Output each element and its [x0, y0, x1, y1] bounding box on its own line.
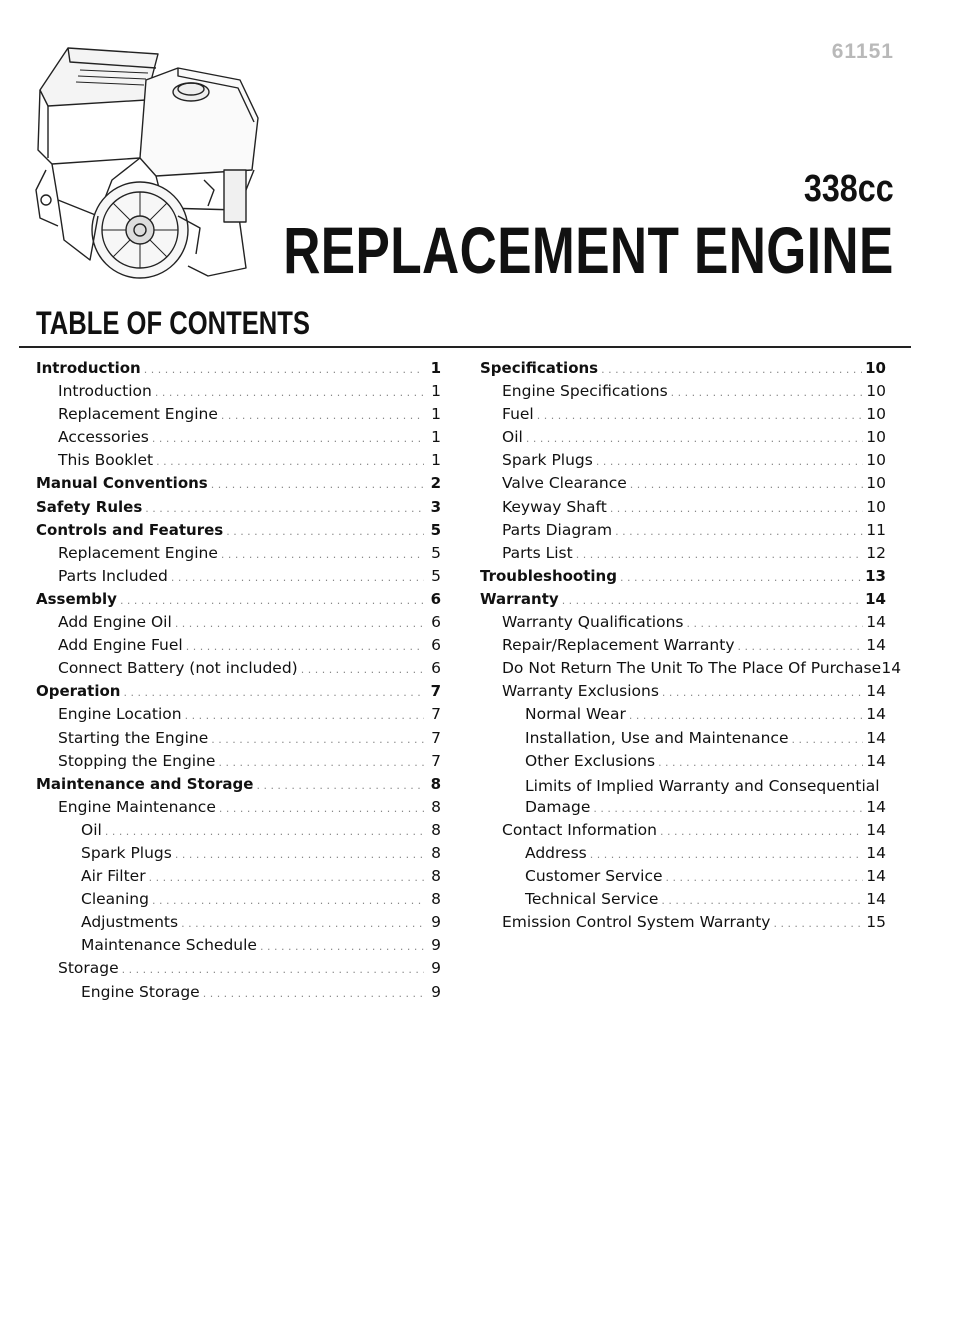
toc-leader-dots — [218, 756, 424, 769]
toc-leader-dots — [738, 640, 864, 653]
toc-leader-dots — [601, 363, 862, 376]
toc-entry-oil[interactable] — [36, 821, 441, 844]
toc-right-column — [480, 359, 902, 936]
toc-entry-title: Parts Included — [58, 566, 168, 585]
toc-entry-storage[interactable] — [36, 959, 441, 982]
toc-entry-page: 1 — [431, 451, 441, 470]
toc-entry-cleaning[interactable] — [36, 890, 441, 913]
toc-entry-page: 1 — [431, 405, 441, 424]
toc-entry-title: Oil — [502, 428, 523, 447]
toc-entry-keyway-shaft[interactable] — [480, 498, 886, 521]
toc-leader-dots — [175, 848, 424, 861]
toc-entry-page: 9 — [431, 982, 441, 1001]
toc-entry-page: 1 — [430, 359, 441, 377]
toc-entry-title: Parts Diagram — [502, 520, 613, 539]
toc-entry-title: Cleaning — [81, 890, 149, 909]
toc-entry-title: Starting the Engine — [58, 728, 209, 747]
toc-entry-title: Engine Specifications — [502, 382, 668, 401]
toc-entry-do-not-return-the-unit-to-the-place-of-purchase[interactable] — [480, 659, 902, 682]
toc-leader-dots — [226, 525, 424, 538]
toc-leader-dots — [537, 409, 863, 422]
engine-illustration — [28, 40, 268, 282]
toc-leader-dots — [144, 363, 424, 376]
toc-leader-dots — [661, 894, 863, 907]
toc-entry-page: 10 — [866, 451, 886, 470]
toc-entry-title: Maintenance and Storage — [36, 774, 254, 793]
toc-entry-page: 14 — [866, 820, 886, 839]
toc-leader-dots — [630, 478, 863, 491]
toc-entry-page: 11 — [866, 520, 886, 539]
toc-entry-controls-and-features[interactable] — [36, 521, 441, 544]
toc-entry-page: 8 — [431, 843, 441, 862]
toc-entry-page: 5 — [431, 543, 441, 562]
toc-leader-dots — [175, 617, 424, 630]
toc-leader-dots — [221, 548, 424, 561]
toc-entry-stopping-the-engine[interactable] — [36, 752, 441, 775]
toc-divider — [19, 346, 911, 348]
toc-leader-dots — [260, 940, 424, 953]
toc-leader-dots — [301, 663, 424, 676]
toc-entry-title: Contact Information — [502, 820, 657, 839]
toc-entry-warranty[interactable] — [480, 590, 886, 613]
toc-entry-title: Valve Clearance — [502, 474, 627, 493]
toc-entry-page: 14 — [866, 843, 886, 862]
toc-entry-technical-service[interactable] — [480, 890, 886, 913]
toc-entry-title: Connect Battery (not included) — [58, 659, 298, 678]
toc-entry-manual-conventions[interactable] — [36, 474, 441, 497]
toc-entry-other-exclusions[interactable] — [480, 752, 886, 775]
toc-entry-title: Normal Wear — [525, 705, 626, 724]
toc-leader-dots — [687, 617, 864, 630]
toc-entry-title: This Booklet — [58, 451, 154, 470]
toc-entry-page: 8 — [431, 867, 441, 886]
toc-left-column — [36, 359, 441, 1006]
toc-entry-title: Limits of Implied Warranty and Consequential — [525, 776, 880, 795]
toc-entry-page: 6 — [431, 613, 441, 632]
toc-leader-dots — [211, 733, 424, 746]
toc-entry-title: Specifications — [480, 359, 599, 377]
toc-entry-installation-use-and-maintenance[interactable] — [480, 729, 886, 752]
toc-entry-troubleshooting[interactable] — [480, 567, 886, 590]
toc-heading: TABLE OF CONTENTS — [36, 305, 310, 341]
toc-entry-spark-plugs[interactable] — [36, 844, 441, 867]
toc-entry-title: Accessories — [58, 428, 149, 447]
toc-entry-contact-information[interactable] — [480, 821, 886, 844]
toc-entry-warranty-exclusions[interactable] — [480, 682, 886, 705]
toc-leader-dots — [123, 686, 424, 699]
toc-entry-title: Warranty — [480, 589, 559, 608]
toc-entry-title: Customer Service — [525, 867, 663, 886]
toc-leader-dots — [149, 871, 424, 884]
toc-leader-dots — [181, 917, 424, 930]
toc-leader-dots — [203, 987, 424, 1000]
toc-entry-title: Parts List — [502, 543, 573, 562]
toc-entry-page: 7 — [430, 682, 441, 701]
toc-entry-parts-diagram[interactable] — [480, 521, 886, 544]
toc-entry-page: 12 — [866, 543, 886, 562]
toc-entry-page: 7 — [431, 751, 441, 770]
toc-entry-page: 10 — [866, 428, 886, 447]
toc-entry-title: Storage — [58, 959, 119, 978]
toc-entry-title: Operation — [36, 682, 121, 701]
toc-entry-title: Engine Maintenance — [58, 797, 216, 816]
toc-entry-parts-list[interactable] — [480, 544, 886, 567]
toc-entry-page: 9 — [431, 913, 441, 932]
toc-leader-dots — [615, 525, 863, 538]
toc-entry-limits-of-implied-warranty-and-consequential[interactable] — [480, 775, 886, 821]
toc-entry-page: 14 — [866, 890, 886, 909]
toc-entry-page: 10 — [866, 497, 886, 516]
toc-entry-warranty-qualifications[interactable] — [480, 613, 886, 636]
toc-entry-page: 8 — [430, 774, 441, 793]
toc-entry-page: 6 — [431, 636, 441, 655]
toc-leader-dots — [662, 686, 863, 699]
toc-leader-dots — [660, 825, 863, 838]
toc-entry-page: 8 — [431, 890, 441, 909]
toc-entry-title: Controls and Features — [36, 520, 224, 539]
toc-entry-page: 5 — [430, 520, 441, 539]
toc-entry-title: Troubleshooting — [480, 566, 617, 585]
toc-entry-oil[interactable] — [480, 428, 886, 451]
toc-leader-dots — [671, 386, 863, 399]
toc-entry-spark-plugs[interactable] — [480, 451, 886, 474]
toc-entry-title: Adjustments — [81, 913, 179, 932]
toc-entry-starting-the-engine[interactable] — [36, 729, 441, 752]
product-title: REPLACEMENT ENGINE — [283, 213, 894, 287]
toc-leader-dots — [155, 386, 424, 399]
toc-entry-accessories[interactable] — [36, 428, 441, 451]
toc-entry-page: 14 — [866, 705, 886, 724]
toc-leader-dots — [593, 802, 863, 815]
toc-entry-title: Engine Location — [58, 705, 182, 724]
toc-entry-title: Maintenance Schedule — [81, 936, 257, 955]
toc-entry-title: Add Engine Oil — [58, 613, 172, 632]
toc-entry-connect-battery-not-included[interactable] — [36, 659, 441, 682]
toc-entry-replacement-engine[interactable] — [36, 544, 441, 567]
toc-entry-title: Introduction — [58, 382, 152, 401]
toc-entry-title: Address — [525, 843, 587, 862]
toc-entry-air-filter[interactable] — [36, 867, 441, 890]
toc-entry-adjustments[interactable] — [36, 913, 441, 936]
toc-entry-page: 3 — [430, 497, 441, 516]
toc-entry-page: 14 — [866, 682, 886, 701]
toc-leader-dots — [658, 756, 863, 769]
toc-leader-dots — [105, 825, 424, 838]
toc-leader-dots — [610, 502, 863, 515]
toc-leader-dots — [666, 871, 863, 884]
toc-entry-valve-clearance[interactable] — [480, 474, 886, 497]
toc-entry-page: 14 — [866, 728, 886, 747]
toc-entry-page: 14 — [865, 589, 886, 608]
toc-entry-parts-included[interactable] — [36, 567, 441, 590]
toc-leader-dots — [156, 455, 424, 468]
toc-entry-engine-maintenance[interactable] — [36, 798, 441, 821]
toc-leader-dots — [590, 848, 863, 861]
toc-entry-add-engine-fuel[interactable] — [36, 636, 441, 659]
toc-entry-page: 1 — [431, 428, 441, 447]
toc-leader-dots — [596, 455, 863, 468]
toc-entry-engine-storage[interactable] — [36, 983, 441, 1006]
toc-entry-title: Air Filter — [81, 867, 146, 886]
toc-entry-fuel[interactable] — [480, 405, 886, 428]
toc-entry-page: 14 — [866, 751, 886, 770]
toc-entry-title: Warranty Qualifications — [502, 613, 684, 632]
toc-entry-this-booklet[interactable] — [36, 451, 441, 474]
toc-entry-engine-specifications[interactable] — [480, 382, 886, 405]
toc-leader-dots — [152, 894, 424, 907]
toc-leader-dots — [576, 548, 863, 561]
toc-leader-dots — [120, 594, 424, 607]
toc-entry-page: 14 — [866, 636, 886, 655]
toc-entry-title: Installation, Use and Maintenance — [525, 728, 789, 747]
toc-entry-page: 2 — [430, 474, 441, 493]
toc-entry-introduction[interactable] — [36, 382, 441, 405]
toc-leader-dots — [145, 502, 424, 515]
toc-leader-dots — [629, 709, 863, 722]
toc-entry-page: 13 — [865, 566, 886, 585]
toc-entry-title: Technical Service — [525, 890, 659, 909]
toc-entry-title: Repair/Replacement Warranty — [502, 636, 735, 655]
toc-leader-dots — [562, 594, 862, 607]
toc-entry-title: Emission Control System Warranty — [502, 913, 771, 932]
toc-entry-page: 8 — [431, 797, 441, 816]
toc-entry-page: 14 — [866, 797, 886, 816]
toc-leader-dots — [171, 571, 424, 584]
toc-leader-dots — [792, 733, 864, 746]
toc-entry-page: 10 — [866, 474, 886, 493]
toc-entry-title: Spark Plugs — [502, 451, 593, 470]
toc-entry-engine-location[interactable] — [36, 705, 441, 728]
toc-entry-page: 8 — [431, 820, 441, 839]
toc-leader-dots — [122, 963, 424, 976]
toc-entry-title: Fuel — [502, 405, 534, 424]
toc-entry-page: 6 — [431, 659, 441, 678]
toc-entry-customer-service[interactable] — [480, 867, 886, 890]
toc-entry-title: Manual Conventions — [36, 474, 208, 493]
toc-entry-replacement-engine[interactable] — [36, 405, 441, 428]
engine-displacement: 338cc — [804, 168, 894, 210]
toc-entry-title: Oil — [81, 820, 102, 839]
model-number: 61151 — [831, 40, 894, 63]
toc-entry-title-cont: Damage — [525, 797, 591, 816]
toc-entry-page: 14 — [866, 613, 886, 632]
toc-entry-title: Replacement Engine — [58, 543, 218, 562]
toc-entry-page: 10 — [865, 359, 886, 377]
toc-entry-page: 9 — [431, 936, 441, 955]
toc-entry-introduction[interactable] — [36, 359, 441, 382]
toc-entry-page: 15 — [866, 913, 886, 932]
toc-entry-assembly[interactable] — [36, 590, 441, 613]
toc-entry-page: 14 — [866, 867, 886, 886]
toc-entry-title: Engine Storage — [81, 982, 200, 1001]
toc-entry-title: Do Not Return The Unit To The Place Of Purchase — [502, 659, 882, 678]
toc-entry-title: Keyway Shaft — [502, 497, 607, 516]
toc-entry-page: 5 — [431, 566, 441, 585]
toc-entry-repair-replacement-warranty[interactable] — [480, 636, 886, 659]
toc-entry-maintenance-and-storage[interactable] — [36, 775, 441, 798]
toc-entry-title: Assembly — [36, 589, 117, 608]
toc-entry-title: Add Engine Fuel — [58, 636, 183, 655]
toc-entry-normal-wear[interactable] — [480, 705, 886, 728]
toc-entry-title: Replacement Engine — [58, 405, 218, 424]
toc-entry-title: Warranty Exclusions — [502, 682, 659, 701]
toc-entry-page: 10 — [866, 405, 886, 424]
toc-entry-maintenance-schedule[interactable] — [36, 936, 441, 959]
toc-leader-dots — [256, 779, 424, 792]
toc-leader-dots — [620, 571, 862, 584]
toc-entry-add-engine-oil[interactable] — [36, 613, 441, 636]
toc-entry-page: 7 — [431, 705, 441, 724]
toc-entry-title: Safety Rules — [36, 497, 143, 516]
toc-leader-dots — [211, 478, 424, 491]
toc-leader-dots — [219, 802, 424, 815]
toc-leader-dots — [186, 640, 424, 653]
toc-leader-dots — [526, 432, 863, 445]
toc-leader-dots — [185, 709, 424, 722]
toc-leader-dots — [221, 409, 424, 422]
toc-entry-operation[interactable] — [36, 682, 441, 705]
toc-entry-title: Stopping the Engine — [58, 751, 216, 770]
toc-entry-emission-control-system-warranty[interactable] — [480, 913, 886, 936]
toc-leader-dots — [152, 432, 424, 445]
toc-entry-page: 7 — [431, 728, 441, 747]
toc-entry-page: 9 — [431, 959, 441, 978]
toc-leader-dots — [773, 917, 863, 930]
toc-entry-page: 10 — [866, 382, 886, 401]
toc-entry-address[interactable] — [480, 844, 886, 867]
toc-entry-safety-rules[interactable] — [36, 498, 441, 521]
toc-entry-page: 14 — [881, 659, 902, 678]
toc-entry-page: 1 — [431, 382, 441, 401]
toc-entry-title: Spark Plugs — [81, 843, 172, 862]
toc-entry-title: Introduction — [36, 359, 141, 377]
toc-entry-title: Other Exclusions — [525, 751, 656, 770]
toc-entry-page: 6 — [430, 589, 441, 608]
toc-entry-specifications[interactable] — [480, 359, 886, 382]
